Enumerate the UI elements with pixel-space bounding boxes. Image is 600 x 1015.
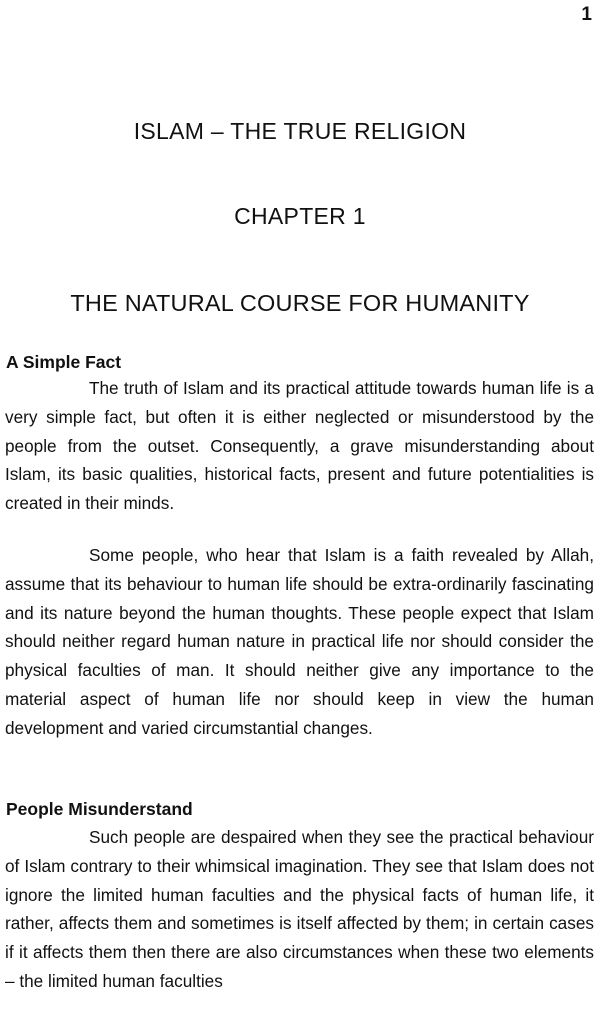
section-heading: A Simple Fact: [6, 352, 122, 372]
page-number: 1: [581, 4, 592, 25]
section-heading: People Misunderstand: [6, 799, 193, 819]
chapter-number: CHAPTER 1: [234, 203, 366, 229]
book-title: ISLAM – THE TRUE RELIGION: [133, 118, 467, 144]
paragraph: The truth of Islam and its practical attitude towards human life is a very simple fact, but often it is either neglected or misunderstood by the people from the outset. Consequently, a grave misunderstanding about Islam, its basic qualities, historical facts, present and future potentialities is created in their minds.: [5, 378, 594, 514]
paragraph: Some people, who hear that Islam is a faith revealed by Allah, assume that its behaviour to human life should be extra-ordinarily fascinating and its nature beyond the human thoughts. These people expect that Islam should neither regard human nature in practical life nor should consider the physical faculties of man. It should neither give any importance to the material aspect of human life nor should keep in view the human development and varied circumstantial changes.: [5, 545, 594, 738]
chapter-title: THE NATURAL COURSE FOR HUMANITY: [70, 290, 530, 316]
paragraph: Such people are despaired when they see the practical behaviour of Islam contrary to their whimsical imagination. They see that Islam does not ignore the limited human faculties and the physical facts of human life, it rather, affects them and sometimes is itself affected by them; in certain cases if it affects them then there are also circumstances when these two elements – the limited human faculties: [5, 827, 594, 991]
